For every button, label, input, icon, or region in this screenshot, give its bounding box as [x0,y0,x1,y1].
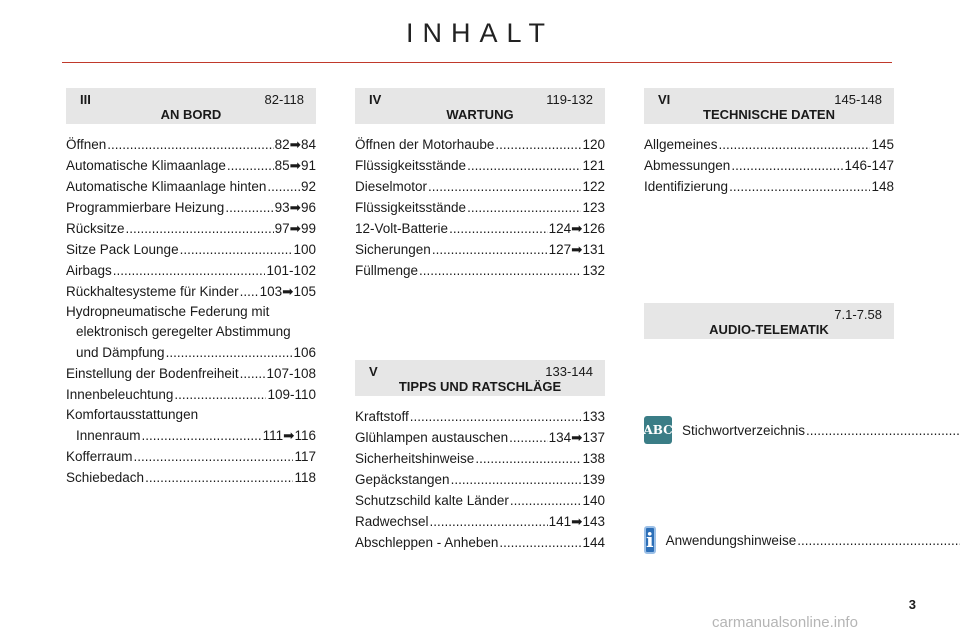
leader-dots [227,155,274,176]
leader-dots [166,342,293,363]
toc-entry[interactable] [66,363,316,384]
section-name: AN BORD [160,107,222,122]
section-range: 82-118 [264,92,304,107]
leader-dots [428,176,581,197]
toc-entry[interactable] [644,155,894,176]
leader-dots [467,197,581,218]
leader-dots [499,532,581,553]
entry-label: Programmierbare Heizung [66,200,225,215]
section-range: 145-148 [834,92,882,107]
entry-label: Kraftstoff [355,409,409,424]
leader-dots [240,281,259,302]
entry-label: Glühlampen austauschen [355,430,509,445]
leader-dots [797,530,960,551]
leader-dots [729,176,870,197]
leader-dots [451,469,582,490]
entry-label: Stichwortverzeichnis [682,422,806,438]
entry-page: 123 [582,200,605,215]
entry-label: Sicherheitshinweise [355,451,475,466]
leader-dots [126,218,274,239]
footer-watermark: carmanualsonline.info [712,614,858,631]
title-divider [62,62,892,63]
entry-line: elektronisch geregelter Abstimmung [76,324,291,339]
leader-dots [432,239,548,260]
toc-entry[interactable] [355,448,605,469]
toc-entry[interactable] [66,155,316,176]
leader-dots [410,406,582,427]
toc-entry[interactable] [355,134,605,155]
entry-label: Einstellung der Bodenfreiheit [66,366,239,381]
entry-page: 100 [293,242,316,257]
entry-page: 82➡84 [274,137,316,152]
toc-entry[interactable] [355,490,605,511]
entry-label: Öffnen [66,137,107,152]
section-header [66,88,316,124]
entry-label: Schiebedach [66,470,145,485]
toc-entry[interactable] [66,260,316,281]
leader-dots [107,134,273,155]
entry-label: Airbags [66,263,112,278]
section-an-bord [66,88,316,488]
toc-entry[interactable] [66,446,316,467]
leader-dots [449,218,548,239]
entry-page: 122 [582,179,605,194]
entry-page: 118 [294,470,316,485]
toc-entry[interactable] [355,218,605,239]
leader-dots [267,176,300,197]
leader-dots [510,490,582,511]
entry-label: Füllmenge [355,263,419,278]
entry-page: 127➡131 [548,242,605,257]
leader-dots [240,363,266,384]
section-header [644,88,894,124]
leader-dots [419,260,581,281]
entry-label: Rücksitze [66,221,125,236]
entry-label: Innenraum [76,428,141,443]
entry-label: Flüssigkeitsstände [355,200,467,215]
toc-entry[interactable] [355,532,605,553]
entry-page: 101-102 [266,263,316,278]
entry-page: 121 [582,158,605,173]
abc-icon: ABC [644,416,672,444]
toc-entry[interactable] [644,176,894,197]
leader-dots [134,446,294,467]
entry-page: 92 [300,179,316,194]
section-name: WARTUNG [446,107,514,122]
section-technische-daten [644,88,894,197]
entry-label: Öffnen der Motorhaube [355,137,495,152]
leader-dots [174,384,266,405]
page-title: INHALT [405,18,554,48]
entry-label: Identifizierung [644,179,729,194]
toc-entry[interactable] [355,427,605,448]
toc-entry[interactable] [355,176,605,197]
entry-page: 132 [582,263,605,278]
toc-entry[interactable] [66,425,316,446]
entry-label: Abschleppen - Anheben [355,535,499,550]
entry-page: 124➡126 [548,221,605,236]
toc-entry[interactable] [66,134,316,155]
entry-page: 144 [582,535,605,550]
entry-label: Sitze Pack Lounge [66,242,179,257]
leader-dots [142,425,262,446]
entry-page: 134➡137 [548,430,605,445]
toc-entry[interactable] [644,134,894,155]
leader-dots [806,420,960,441]
section-number: VI [658,92,671,107]
hints-entry[interactable] [644,526,890,554]
section-name: AUDIO-TELEMATIK [709,322,829,337]
leader-dots [719,134,871,155]
section-number: V [369,364,378,379]
leader-dots [180,239,293,260]
leader-dots [475,448,581,469]
entry-page: 106 [293,345,316,360]
entry-page: 138 [582,451,605,466]
section-name: TECHNISCHE DATEN [703,107,835,122]
section-number: III [80,92,91,107]
entry-line: Hydropneumatische Federung mit [66,304,270,319]
section-header [355,360,605,396]
entry-page: 111➡116 [262,428,316,443]
toc-entry[interactable] [355,197,605,218]
toc-entry[interactable] [66,176,316,197]
section-range: 119-132 [546,92,593,107]
leader-dots [467,155,581,176]
toc-entry[interactable] [355,155,605,176]
section-header[interactable] [644,303,894,339]
leader-dots [509,427,548,448]
section-wartung [355,88,605,281]
entry-label: Innenbeleuchtung [66,387,174,402]
entry-label: Rückhaltesysteme für Kinder [66,284,239,299]
toc-entry[interactable] [66,218,316,239]
entry-label: Schutzschild kalte Länder [355,493,509,508]
toc-entry[interactable] [66,384,316,405]
toc-entry[interactable] [355,406,605,427]
entry-page: 109-110 [267,387,316,402]
entry-page: 107-108 [266,366,316,381]
entry-label: Automatische Klimaanlage [66,158,226,173]
entry-page: 141➡143 [548,514,605,529]
info-icon: i [646,528,654,552]
entry-page: 120 [582,137,605,152]
section-audio-telematik [644,303,894,339]
entry-page: 146-147 [844,158,894,173]
index-entry[interactable] [644,416,890,444]
entry-page: 97➡99 [274,221,316,236]
toc-entry[interactable] [66,239,316,260]
entry-page: 133 [582,409,605,424]
entry-page: 140 [582,493,605,508]
entry-label: und Dämpfung [76,345,165,360]
toc-entry[interactable] [66,467,316,488]
entry-label: 12-Volt-Batterie [355,221,449,236]
toc-entry[interactable] [355,239,605,260]
entry-line: Komfortausstattungen [66,407,199,422]
entry-page: 93➡96 [274,200,316,215]
entry-label: Dieselmotor [355,179,428,194]
leader-dots [731,155,843,176]
entry-page: 145 [871,137,894,152]
section-range: 7.1-7.58 [834,307,882,322]
entry-page: 85➡91 [274,158,316,173]
leader-dots [495,134,581,155]
entry-label: Automatische Klimaanlage hinten [66,179,267,194]
page-number: 3 [908,597,916,612]
section-range: 133-144 [545,364,593,379]
entry-label: Anwendungshinweise [665,532,797,548]
entry-label: Abmessungen [644,158,731,173]
entry-page: 103➡105 [259,284,316,299]
toc-entry[interactable] [66,342,316,363]
entry-label: Kofferraum [66,449,133,464]
entry-page: 148 [871,179,894,194]
toc-entry[interactable] [355,511,605,532]
entry-label: Flüssigkeitsstände [355,158,467,173]
entry-label: Gepäckstangen [355,472,450,487]
toc-entry[interactable] [355,469,605,490]
entry-page: 139 [582,472,605,487]
section-tipps [355,360,605,553]
leader-dots [113,260,266,281]
section-header [355,88,605,124]
section-number: IV [369,92,382,107]
section-name: TIPPS UND RATSCHLÄGE [398,379,562,394]
leader-dots [430,511,548,532]
entry-label: Radwechsel [355,514,429,529]
leader-dots [225,197,273,218]
entry-label: Allgemeines [644,137,718,152]
toc-entry[interactable] [355,260,605,281]
toc-entry[interactable] [66,281,316,302]
entry-page: 117 [294,449,316,464]
toc-entry[interactable] [66,197,316,218]
entry-label: Sicherungen [355,242,431,257]
leader-dots [145,467,293,488]
